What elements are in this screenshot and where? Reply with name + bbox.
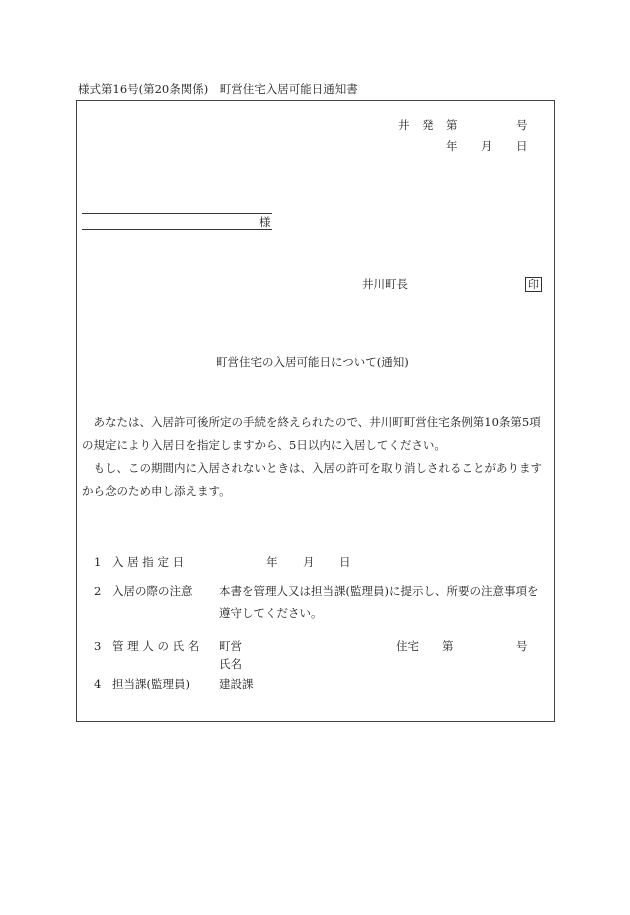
item-3-jutaku: 住宅 xyxy=(396,639,419,653)
item-3-num: 3 xyxy=(94,639,102,653)
item-2-num: 2 xyxy=(94,584,102,598)
issue-hatsu: 発 xyxy=(422,118,434,132)
item-3-go: 号 xyxy=(516,639,528,653)
body-text xyxy=(82,411,552,503)
item-2-text-line2: 遵守してください。 xyxy=(219,606,323,620)
item-1-month: 月 xyxy=(303,555,315,569)
body-p1-line1: あなたは、入居許可後所定の手続を終えられたので、井川町町営住宅条例第10条第5項 xyxy=(93,415,541,429)
item-3-label: 管 理 人 の 氏 名 xyxy=(112,639,200,653)
subject-title: 町営住宅の入居可能日について(通知) xyxy=(216,355,409,369)
form-label: 様式第16号(第20条関係) 町営住宅入居可能日通知書 xyxy=(78,82,358,96)
item-2-label: 入居の際の注意 xyxy=(112,584,193,598)
item-4-value: 建設課 xyxy=(219,677,254,691)
body-p2-line2: から念のため申し添えます。 xyxy=(82,484,231,498)
addressee-line-1 xyxy=(82,213,272,214)
seal-mark: 印 xyxy=(525,277,542,292)
item-2-text-line1: 本書を管理人又は担当課(監理員)に提示し、所要の注意事項を xyxy=(219,584,539,598)
item-1-label: 入 居 指 定 日 xyxy=(112,555,185,569)
item-4-num: 4 xyxy=(94,677,102,691)
issue-dai: 第 xyxy=(446,118,458,132)
date-day: 日 xyxy=(516,139,528,153)
item-3-dai: 第 xyxy=(442,639,454,653)
item-3-chouei: 町営 xyxy=(219,639,242,653)
issuer-title: 井川町長 xyxy=(362,277,408,291)
issue-i: 井 xyxy=(398,118,410,132)
item-1-year: 年 xyxy=(266,555,278,569)
date-year: 年 xyxy=(446,139,458,153)
body-p1-line2: の規定により入居日を指定しますから、5日以内に入居してください。 xyxy=(82,438,446,452)
item-3-shimei: 氏名 xyxy=(219,657,242,671)
item-4-label: 担当課(監理員) xyxy=(112,677,190,691)
item-1-day: 日 xyxy=(339,555,351,569)
addressee-sama: 様 xyxy=(259,215,271,229)
addressee-line-2 xyxy=(82,229,272,230)
date-month: 月 xyxy=(481,139,493,153)
body-p2-line1: もし、この期間内に入居されないときは、入居の許可を取り消しされることがあります xyxy=(93,461,542,475)
issue-go: 号 xyxy=(516,118,528,132)
item-1-num: 1 xyxy=(94,555,102,569)
